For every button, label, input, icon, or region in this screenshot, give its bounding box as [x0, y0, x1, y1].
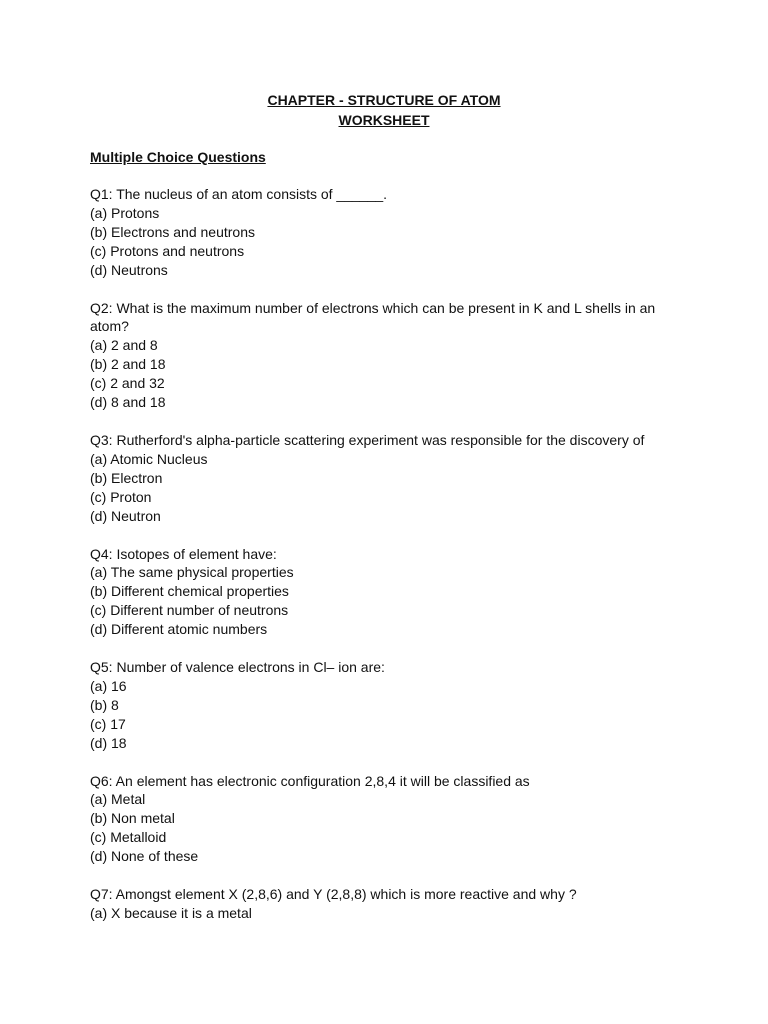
question-5	[90, 658, 690, 753]
option-b: (b) 8	[90, 696, 119, 713]
chapter-title: CHAPTER - STRUCTURE OF ATOM	[267, 92, 501, 108]
question-1	[90, 185, 690, 280]
option-b: (b) Non metal	[90, 810, 175, 827]
option-d: (d) Neutron	[90, 507, 161, 524]
option-b: (b) 2 and 18	[90, 356, 166, 373]
option-a: (a) The same physical properties	[90, 564, 294, 581]
option-b: (b) Electron	[90, 469, 163, 486]
option-d: (d) None of these	[90, 848, 199, 865]
question-6	[90, 772, 690, 867]
question-text-continued: atom?	[90, 318, 129, 335]
option-c: (c) Different number of neutrons	[90, 602, 289, 619]
question-2	[90, 299, 690, 412]
question-text: Q6: An element has electronic configuration 2,8,4 it will be classified as	[90, 772, 530, 789]
option-a: (a) Protons	[90, 204, 160, 221]
question-text: Q1: The nucleus of an atom consists of ______.	[90, 186, 388, 202]
question-text: Q3: Rutherford's alpha-particle scattering experiment was responsible for the discovery of	[90, 431, 645, 448]
question-text: Q2: What is the maximum number of electrons which can be present in K and L shells in an	[90, 299, 656, 316]
option-a: (a) X because it is a metal	[90, 905, 252, 921]
option-b: (b) Electrons and neutrons	[90, 223, 255, 240]
question-4	[90, 545, 690, 640]
question-text: Q7: Amongst element X (2,8,6) and Y (2,8,8) which is more reactive and why ?	[90, 886, 577, 903]
question-text: Q5: Number of valence electrons in Cl– ion are:	[90, 659, 385, 676]
question-7	[90, 885, 690, 923]
option-c: (c) Metalloid	[90, 829, 167, 846]
option-d: (d) Neutrons	[90, 261, 168, 278]
option-d: (d) Different atomic numbers	[90, 621, 268, 638]
worksheet-title: WORKSHEET	[338, 112, 430, 128]
option-b: (b) Different chemical properties	[90, 583, 289, 600]
section-heading: Multiple Choice Questions	[90, 149, 266, 165]
option-c: (c) 2 and 32	[90, 375, 165, 392]
option-c: (c) Proton	[90, 488, 152, 505]
option-d: (d) 8 and 18	[90, 394, 166, 411]
question-3	[90, 431, 690, 526]
question-text: Q4: Isotopes of element have:	[90, 545, 277, 562]
option-a: (a) 2 and 8	[90, 337, 158, 354]
option-a: (a) 16	[90, 677, 127, 694]
option-c: (c) 17	[90, 715, 126, 732]
option-d: (d) 18	[90, 734, 127, 751]
option-c: (c) Protons and neutrons	[90, 242, 245, 259]
option-a: (a) Metal	[90, 791, 146, 808]
question-list	[90, 185, 690, 942]
option-a: (a) Atomic Nucleus	[90, 450, 208, 467]
